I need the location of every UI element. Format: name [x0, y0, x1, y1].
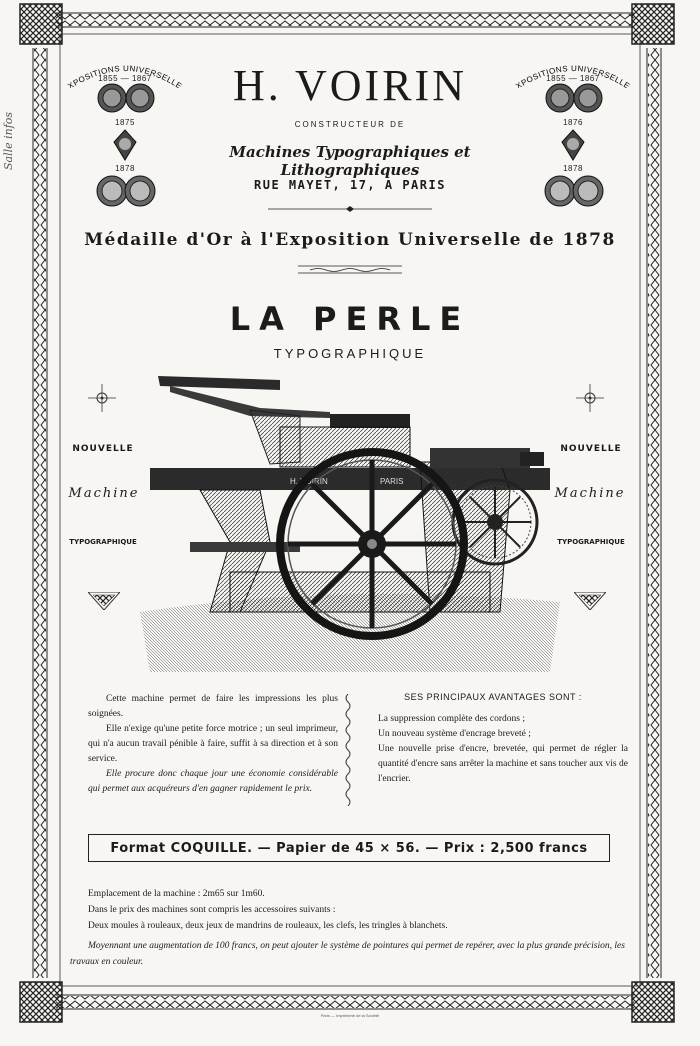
machines-subtitle: Machines Typographiques et Lithographiques — [229, 143, 471, 179]
plate-voirin: H. VOIRIN — [290, 477, 328, 486]
left-nouvelle: NOUVELLE — [72, 444, 134, 454]
advantages-list — [358, 712, 628, 787]
left-column-text — [88, 692, 338, 797]
advantage-item: La suppression complète des cordons ; — [378, 714, 525, 724]
format-price-box — [88, 834, 610, 862]
left-year-a: 1875 — [115, 118, 135, 127]
right-year-a: 1876 — [563, 118, 583, 127]
left-medal-group — [66, 58, 184, 218]
right-machine: Machine — [554, 486, 626, 501]
advantages-heading: SES PRINCIPAUX AVANTAGES SONT : — [404, 692, 582, 702]
header-divider — [268, 204, 432, 214]
advantage-item: Une nouvelle prise d'encre, brevetée, qui permet de régler la quantité d'encre sans arrêter la machine et sans toucher aux vis de l'encrier. — [378, 744, 628, 784]
left-machine: Machine — [68, 486, 140, 501]
left-para-2: Elle n'exige qu'une petite force motrice ; un seul imprimeur, qui n'a aucun travail pénible à faire, suffit à sa direction et à son service. — [88, 724, 338, 764]
left-medal-pair-2-icon — [96, 174, 156, 208]
left-expo-years: 1855 — 1867 — [98, 74, 152, 83]
right-typographique: TYPOGRAPHIQUE — [557, 538, 625, 546]
constructeur-label: CONSTRUCTEUR DE — [294, 120, 406, 129]
right-star-ornament — [576, 384, 604, 412]
left-year-b: 1878 — [115, 164, 135, 173]
left-cross-medal-icon — [112, 128, 138, 162]
footer-line-2: Dans le prix des machines sont compris les accessoires suivants : — [88, 905, 336, 915]
medal-divider — [298, 264, 402, 274]
right-column — [358, 692, 628, 787]
advantage-item: Un nouveau système d'encrage breveté ; — [378, 729, 531, 739]
plate-paris: PARIS — [380, 477, 404, 486]
maker-name: H. VOIRIN — [233, 61, 467, 110]
column-divider — [344, 694, 352, 806]
left-para-3: Elle procure donc chaque jour une économie considérable qui permet aux acquéreurs d'en gagner rapidement le prix. — [88, 769, 338, 794]
printing-press-engraving — [140, 372, 560, 672]
product-name: LA PERLE — [229, 300, 471, 338]
left-typographique: TYPOGRAPHIQUE — [69, 538, 137, 546]
product-subtitle: TYPOGRAPHIQUE — [273, 346, 427, 361]
right-cross-medal-icon — [560, 128, 586, 162]
left-star-ornament — [88, 384, 116, 412]
printer-line: Paris — Imprimerie de la Société — [320, 1013, 380, 1018]
right-triangle-ornament — [574, 592, 606, 610]
right-medal-group — [514, 58, 632, 218]
right-medal-pair-icon — [544, 82, 604, 114]
left-para-1: Cette machine permet de faire les impressions les plus soignées. — [88, 694, 338, 719]
right-year-b: 1878 — [563, 164, 583, 173]
format-price-text: Format COQUILLE. — Papier de 45 × 56. — Prix : 2,500 francs — [110, 840, 588, 856]
left-expo-label: XPOSITIONS UNIVERSELLE — [66, 63, 184, 88]
left-medal-pair-icon — [96, 82, 156, 114]
footer-line-3: Deux moules à rouleaux, deux jeux de mandrins de rouleaux, les clefs, les tringles à blanchets. — [88, 921, 448, 931]
footer-line-1: Emplacement de la machine : 2m65 sur 1m60. — [88, 889, 265, 899]
right-nouvelle: NOUVELLE — [560, 444, 622, 454]
right-expo-label: XPOSITIONS UNIVERSELLE — [514, 63, 632, 88]
footer-block — [88, 886, 628, 934]
left-triangle-ornament — [88, 592, 120, 610]
gold-medal-banner: Médaille d'Or à l'Exposition Universelle de 1878 — [84, 230, 616, 250]
right-medal-pair-2-icon — [544, 174, 604, 208]
footer-note: Moyennant une augmentation de 100 francs, on peut ajouter le système de pointures qui permet de repérer, avec la plus grande précision, les travaux en couleur. — [70, 941, 625, 967]
handwritten-margin-note: Salle infos — [2, 111, 15, 170]
right-expo-years: 1855 — 1867 — [546, 74, 600, 83]
address-line: RUE MAYET, 17, A PARIS — [254, 178, 446, 192]
